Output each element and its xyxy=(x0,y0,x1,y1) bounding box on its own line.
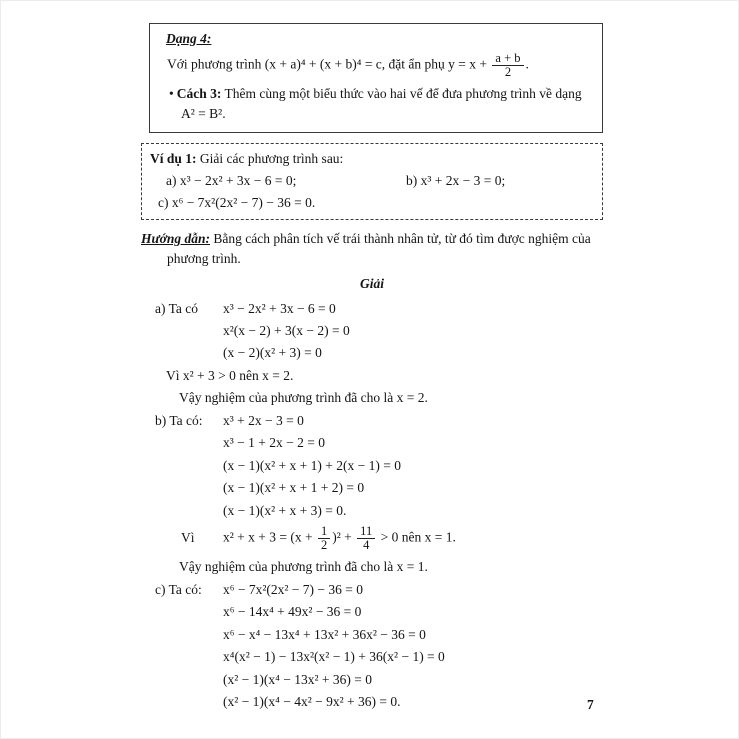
solution-a-first-line xyxy=(141,301,603,317)
equation-line: x⁴(x² − 1) − 13x²(x² − 1) + 36(x² − 1) = 0 xyxy=(223,649,445,665)
huongdan-text: Bằng cách phân tích vế trái thành nhân tử, từ đó tìm được nghiệm của phương trình. xyxy=(167,231,591,266)
cach3-text: Thêm cùng một biểu thức vào hai vế để đưa phương trình về dạng A² = B². xyxy=(181,86,582,121)
vidu1-label: Ví dụ 1: xyxy=(150,151,197,167)
conclusion-line: Vậy nghiệm của phương trình đã cho là x = 1. xyxy=(179,559,428,575)
dang4-heading xyxy=(162,31,590,47)
solution-b xyxy=(141,413,603,576)
fraction-numerator: 11 xyxy=(357,525,375,539)
equation-line: (x − 1)(x² + x + 1) + 2(x − 1) = 0 xyxy=(223,457,401,473)
solution-a xyxy=(141,301,603,407)
equation-line: (x² − 1)(x⁴ − 4x² − 9x² + 36) = 0. xyxy=(223,694,401,710)
dang4-box xyxy=(149,23,603,133)
dang4-intro-text: Với phương trình (x + a)⁴ + (x + b)⁴ = c, đặt ẩn phụ y = x + xyxy=(167,56,491,72)
equation-line: x²(x − 2) + 3(x − 2) = 0 xyxy=(223,322,350,338)
solution-b-first-line xyxy=(141,413,603,429)
cach3-item xyxy=(162,84,590,123)
fraction-numerator: a + b xyxy=(492,52,523,66)
giai-heading: Giải xyxy=(359,275,384,291)
page-number: 7 xyxy=(587,697,594,712)
huongdan-paragraph xyxy=(141,229,603,268)
fraction-denominator: 2 xyxy=(504,65,512,80)
vi-remark xyxy=(181,525,603,552)
equation-line: x³ − 2x² + 3x − 6 = 0 xyxy=(223,300,336,316)
vidu1-heading xyxy=(150,151,594,167)
fraction xyxy=(318,525,330,552)
vi-label: Vì xyxy=(181,529,195,545)
fraction xyxy=(357,525,375,552)
equation-line: x³ + 2x − 3 = 0 xyxy=(223,412,304,428)
equation-line: x⁶ − 7x²(2x² − 7) − 36 = 0 xyxy=(223,581,363,597)
equation-item-b: b) x³ + 2x − 3 = 0; xyxy=(406,173,506,189)
equation-line: (x − 1)(x² + x + 1 + 2) = 0 xyxy=(223,480,365,496)
fraction-numerator: 1 xyxy=(318,525,330,539)
solution-b-label: b) Ta có: xyxy=(155,412,203,428)
page-content xyxy=(141,23,603,717)
fraction-denominator: 2 xyxy=(321,538,328,553)
conclusion-line: Vậy nghiệm của phương trình đã cho là x = 2. xyxy=(179,390,428,406)
equation-line: x³ − 1 + 2x − 2 = 0 xyxy=(223,435,326,451)
huongdan-label: Hướng dẫn: xyxy=(141,231,210,247)
vidu1-items-ab xyxy=(166,173,594,189)
dang4-intro-line xyxy=(162,52,590,79)
dang4-title: Dạng 4: xyxy=(166,31,212,46)
solution-a-label: a) Ta có xyxy=(155,300,199,316)
equation-line: x⁶ − 14x⁴ + 49x² − 36 = 0 xyxy=(223,604,362,620)
vi-equation-mid: )² + xyxy=(332,529,356,545)
equation-line: x⁶ − x⁴ − 13x⁴ + 13x² + 36x² − 36 = 0 xyxy=(223,626,426,642)
cach3-label: Cách 3: xyxy=(176,86,222,102)
fraction-denominator: 4 xyxy=(363,538,370,553)
fraction xyxy=(492,52,523,79)
solution-c xyxy=(141,582,603,711)
equation-item-c: c) x⁶ − 7x²(2x² − 7) − 36 = 0. xyxy=(158,195,316,211)
vi-equation-post: > 0 nên x = 1. xyxy=(377,529,456,545)
vi-equation-pre: x² + x + 3 = (x + xyxy=(223,529,316,545)
solution-c-label: c) Ta có: xyxy=(155,581,202,597)
vidu1-box xyxy=(141,143,603,220)
equation-line: (x − 1)(x² + x + 3) = 0. xyxy=(223,502,347,518)
solution-c-first-line xyxy=(141,582,603,598)
vi-remark: Vì x² + 3 > 0 nên x = 2. xyxy=(166,367,294,383)
dang4-intro-period: . xyxy=(525,56,529,72)
equation-line: (x² − 1)(x⁴ − 13x² + 36) = 0 xyxy=(223,671,372,687)
equation-item-a: a) x³ − 2x² + 3x − 6 = 0; xyxy=(166,173,297,189)
bullet-icon: • xyxy=(169,86,174,102)
vidu1-intro: Giải các phương trình sau: xyxy=(199,151,344,167)
equation-line: (x − 2)(x² + 3) = 0 xyxy=(223,345,322,361)
